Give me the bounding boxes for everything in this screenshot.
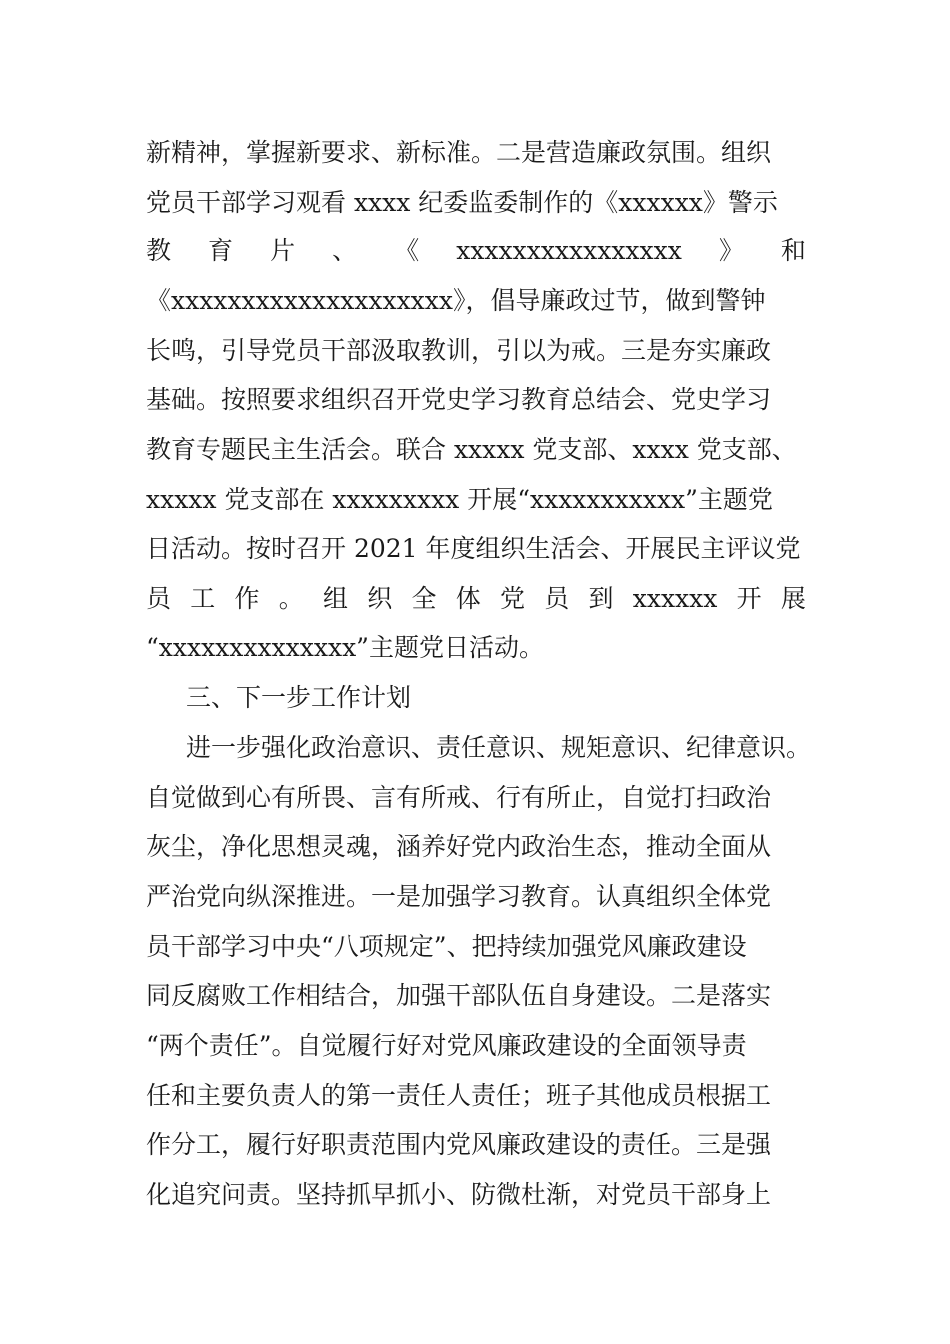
text-token: xxxxxxxxxxxxxxxx — [456, 236, 682, 265]
text-line-3 — [146, 226, 806, 276]
text-token: 《 — [394, 236, 420, 265]
text-token: 、 — [332, 236, 358, 265]
text-token: 织 — [367, 584, 393, 613]
text-line-14: 自觉做到心有所畏、言有所戒、行有所止，自觉打扫政治 — [146, 783, 772, 812]
text-line-11: “xxxxxxxxxxxxxx”主题党日活动。 — [146, 633, 544, 662]
text-token: 。 — [278, 584, 304, 613]
text-token: 展 — [780, 584, 806, 613]
text-token: 开 — [736, 584, 762, 613]
text-token: 党 — [500, 584, 526, 613]
text-line-1: 新精神，掌握新要求、新标准。二是营造廉政氛围。组织 — [146, 138, 772, 167]
text-line-17: 员干部学习中央“八项规定”、把持续加强党风廉政建设 — [146, 932, 747, 961]
text-line-8: xxxxx 党支部在 xxxxxxxxx 开展“xxxxxxxxxxx”主题党 — [146, 485, 773, 514]
text-token: 全 — [411, 584, 437, 613]
text-token: 教 — [146, 236, 172, 265]
text-token: 员 — [544, 584, 570, 613]
text-token: 员 — [146, 584, 172, 613]
text-token: 工 — [190, 584, 216, 613]
text-line-20: 任和主要负责人的第一责任人责任；班子其他成员根据工 — [146, 1081, 772, 1110]
text-token: 育 — [208, 236, 234, 265]
text-line-22: 化追究问责。坚持抓早抓小、防微杜渐，对党员干部身上 — [146, 1180, 772, 1209]
text-line-9: 日活动。按时召开 2021 年度组织生活会、开展民主评议党 — [146, 534, 801, 563]
text-line-6: 基础。按照要求组织召开党史学习教育总结会、党史学习 — [146, 385, 772, 414]
text-token: 组 — [323, 584, 349, 613]
text-line-10 — [146, 574, 806, 624]
text-token: 到 — [588, 584, 614, 613]
text-line-18: 同反腐败工作相结合，加强干部队伍自身建设。二是落实 — [146, 981, 772, 1010]
text-line-19: “两个责任”。自觉履行好对党风廉政建设的全面领导责 — [146, 1031, 747, 1060]
text-token: xxxxxx — [632, 584, 718, 613]
text-token: 片 — [270, 236, 296, 265]
text-line-15: 灰尘，净化思想灵魂，涵养好党内政治生态，推动全面从 — [146, 832, 772, 861]
text-line-16: 严治党向纵深推进。一是加强学习教育。认真组织全体党 — [146, 882, 772, 911]
text-line-5: 长鸣，引导党员干部汲取教训，引以为戒。三是夯实廉政 — [146, 336, 772, 365]
text-token: 作 — [234, 584, 260, 613]
text-line-21: 作分工，履行好职责范围内党风廉政建设的责任。三是强 — [146, 1130, 772, 1159]
text-line-13: 进一步强化政治意识、责任意识、规矩意识、纪律意识。 — [186, 733, 812, 762]
text-line-4: 《xxxxxxxxxxxxxxxxxxxx》，倡导廉政过节，做到警钟 — [146, 286, 766, 315]
text-token: 和 — [780, 236, 806, 265]
text-token: 》 — [718, 236, 744, 265]
text-line-2: 党员干部学习观看 xxxx 纪委监委制作的《xxxxxx》警示 — [146, 188, 778, 217]
text-line-7: 教育专题民主生活会。联合 xxxxx 党支部、xxxx 党支部、 — [146, 435, 797, 464]
section-heading: 三、下一步工作计划 — [186, 683, 412, 712]
text-token: 体 — [455, 584, 481, 613]
